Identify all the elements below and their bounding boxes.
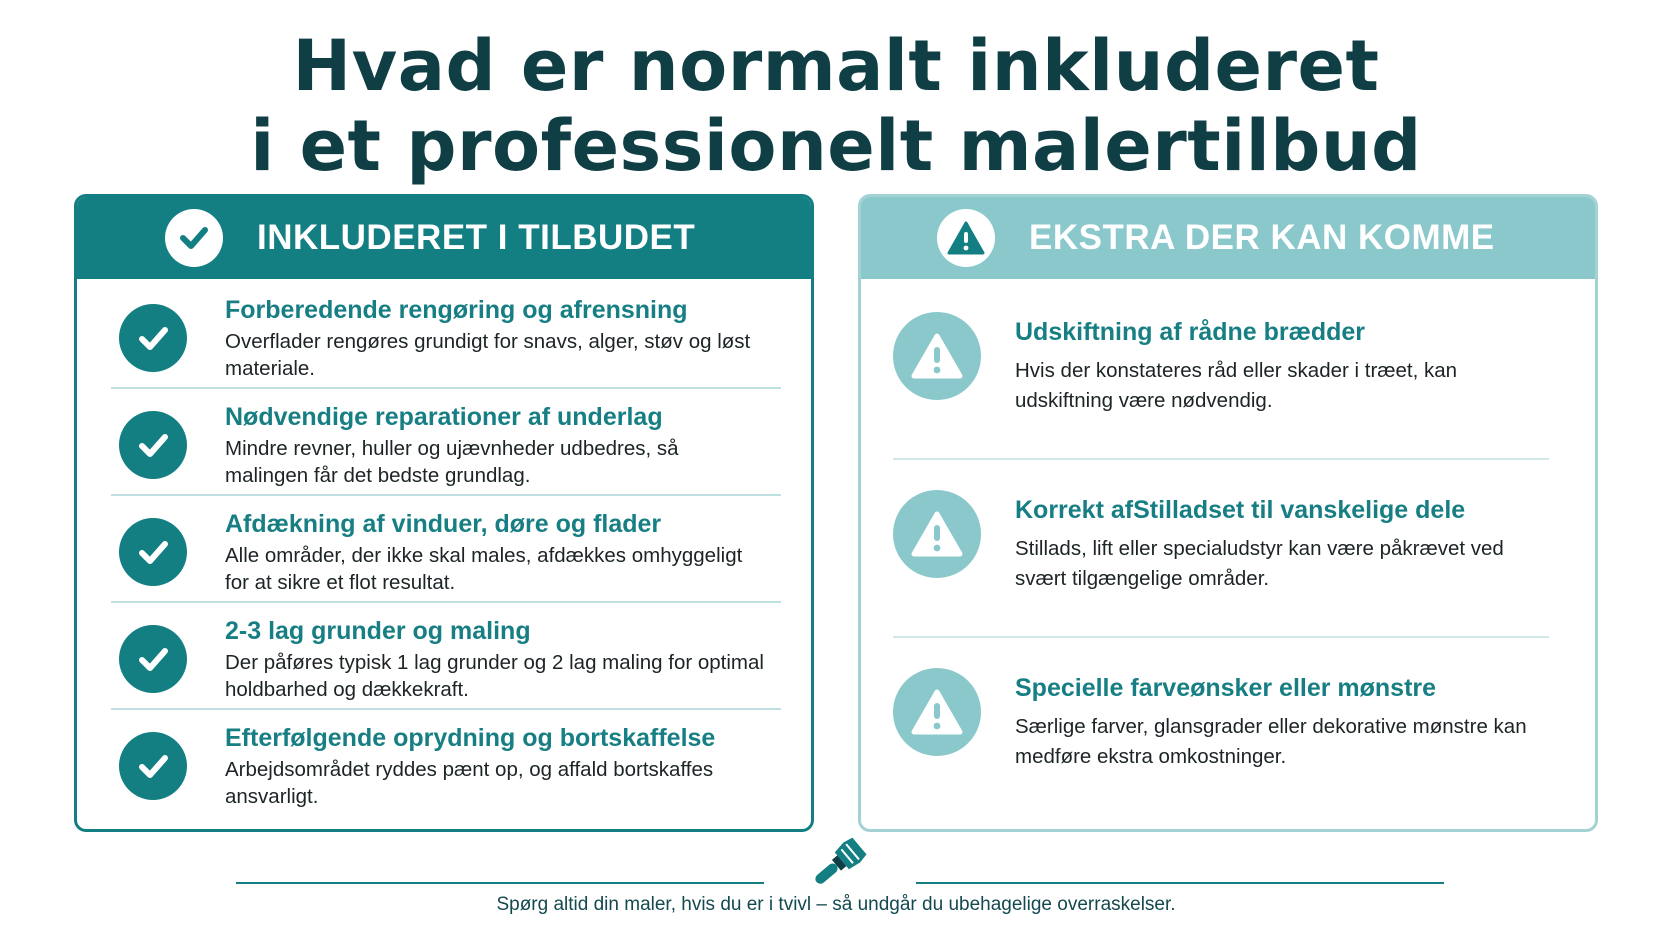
list-item (893, 638, 1549, 816)
extra-panel (858, 194, 1598, 832)
extra-panel-header (861, 197, 1595, 279)
check-icon (119, 732, 187, 800)
warning-icon (893, 490, 981, 578)
warning-icon (893, 312, 981, 400)
list-item (111, 710, 781, 817)
item-title: Nødvendige reparationer af underlag (225, 403, 663, 431)
item-title: Udskiftning af rådne brædder (1015, 318, 1366, 346)
footer-divider-right (916, 882, 1444, 884)
item-title: Forberedende rengøring og afrensning (225, 296, 688, 324)
list-item (111, 496, 781, 603)
included-panel-header (77, 197, 811, 279)
paintbrush-icon (806, 836, 870, 892)
check-icon (119, 518, 187, 586)
item-description: Overflader rengøres grundigt for snavs, alger, støv og løst materiale. (225, 330, 751, 380)
extra-panel-title: EKSTRA DER KAN KOMME (1029, 218, 1495, 257)
warning-icon (893, 668, 981, 756)
item-description: Særlige farver, glansgrader eller dekorative mønstre kan medføre ekstra omkostninger. (1015, 715, 1527, 768)
item-title: Korrekt afStilladset til vanskelige dele (1015, 496, 1466, 524)
check-circle-icon (165, 209, 223, 267)
item-description: Arbejdsområdet ryddes pænt op, og affald bortskaffes ansvarligt. (225, 758, 714, 808)
list-item (893, 282, 1549, 460)
list-item (111, 603, 781, 710)
check-icon (119, 625, 187, 693)
list-item (111, 282, 781, 389)
item-title: Specielle farveønsker eller mønstre (1015, 674, 1437, 702)
footer-divider-left (236, 882, 764, 884)
item-title: Afdækning af vinduer, døre og flader (225, 510, 662, 538)
list-item (893, 460, 1549, 638)
footer-note: Spørg altid din maler, hvis du er i tvivl – så undgår du ubehagelige overraskelser. (496, 894, 1176, 915)
page-title-line-1: Hvad er normalt inkluderet (292, 25, 1380, 107)
check-icon (119, 304, 187, 372)
item-description: Alle områder, der ikke skal males, afdækkes omhyggeligt for at sikre et flot resultat. (225, 544, 743, 594)
warning-triangle-icon (937, 209, 995, 267)
page-title-line-2: i et professionelt malertilbud (250, 105, 1422, 187)
item-description: Hvis der konstateres råd eller skader i træet, kan udskiftning være nødvendig. (1015, 359, 1458, 412)
page-title (0, 26, 1672, 186)
item-title: Efterfølgende oprydning og bortskaffelse (225, 724, 716, 752)
included-panel (74, 194, 814, 832)
item-description: Mindre revner, huller og ujævnheder udbedres, så malingen får det bedste grundlag. (225, 437, 679, 487)
check-icon (119, 411, 187, 479)
item-title: 2-3 lag grunder og maling (225, 617, 531, 645)
included-panel-title: INKLUDERET I TILBUDET (257, 218, 696, 257)
item-description: Der påføres typisk 1 lag grunder og 2 lag maling for optimal holdbarhed og dækkekraft. (225, 651, 764, 701)
list-item (111, 389, 781, 496)
item-description: Stillads, lift eller specialudstyr kan være påkrævet ved svært tilgængelige områder. (1015, 537, 1504, 590)
